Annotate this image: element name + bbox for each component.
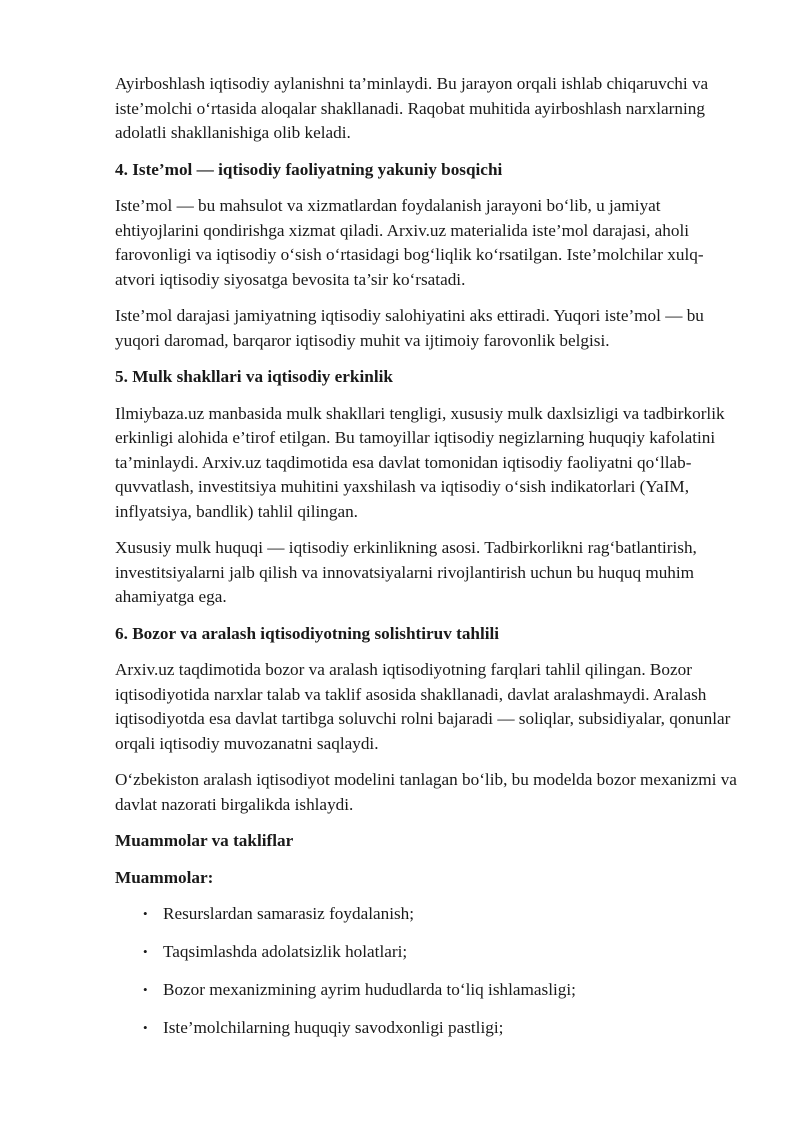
list-item (143, 902, 740, 927)
problems-heading: Muammolar va takliflar (115, 831, 294, 850)
section-6-heading: 6. Bozor va aralash iqtisodiyotning solishtiruv tahlili (115, 623, 500, 643)
list-item-text: Resurslardan samarasiz foydalanish; (163, 904, 415, 923)
bullet-icon: • (143, 944, 148, 959)
list-item (143, 940, 740, 965)
section-4-heading: 4. Iste’mol — iqtisodiy faoliyatning yakuniy bosqichi (115, 159, 503, 179)
section-6-paragraph-1: Arxiv.uz taqdimotida bozor va aralash iqtisodiyotning farqlari tahlil qilingan. Bozor iqtisodiyotida narxlar talab va taklif asosida shakllanadi, davlat aralashmaydi. Aralash iqtisodiyotda esa davlat tartibga soluvchi rolni bajaradi — soliqlar, subsidiyalar, qonunlar orqali iqtisodiy muvozanatni saqlaydi. (115, 660, 731, 753)
section-5-heading: 5. Mulk shakllari va iqtisodiy erkinlik (115, 367, 393, 386)
list-item-text: Bozor mexanizmining ayrim hududlarda to‘liq ishlamasligi; (163, 980, 576, 999)
list-item (143, 1016, 740, 1041)
bullet-icon: • (143, 1020, 148, 1035)
problems-list (115, 902, 740, 1041)
intro-paragraph: Ayirboshlash iqtisodiy aylanishni ta’minlaydi. Bu jarayon orqali ishlab chiqaruvchi va iste’molchi o‘rtasida aloqalar shakllanadi. Raqobat muhitida ayirboshlash narxlarning adolatli shakllanishiga olib keladi. (115, 74, 709, 142)
list-item-text: Iste’molchilarning huquqiy savodxonligi pastligi; (163, 1018, 504, 1037)
list-item-text: Taqsimlashda adolatsizlik holatlari; (163, 942, 408, 961)
section-4-paragraph-2: Iste’mol darajasi jamiyatning iqtisodiy salohiyatini aks ettiradi. Yuqori iste’mol — bu yuqori daromad, barqaror iqtisodiy muhit va ijtimoiy farovonlik belgisi. (115, 306, 704, 350)
section-5-paragraph-1: Ilmiybaza.uz manbasida mulk shakllari tengligi, xususiy mulk daxlsizligi va tadbirkorlik erkinligi alohida e’tirof etilgan. Bu tamoyillar iqtisodiy negizlarning huquqiy kafolatini ta’minlaydi. Arxiv.uz taqdimotida esa davlat tomonidan iqtisodiy faoliyatni qo‘llab-quvvatlash, investitsiya muhitini yaxshilash va iqtisodiy o‘sish indikatorlari (YaIM, inflyatsiya, bandlik) tahlil qilingan. (115, 403, 725, 521)
section-4-paragraph-1: Iste’mol — bu mahsulot va xizmatlardan foydalanish jarayoni bo‘lib, u jamiyat ehtiyojlarini qondirishga xizmat qiladi. Arxiv.uz materialida iste’mol darajasi, aholi farovonligi va iqtisodiy o‘sish o‘rtasidagi bog‘liqlik ko‘rsatilgan. Iste’molchilar xulq-atvori iqtisodiy siyosatga bevosita ta’sir ko‘rsatadi. (115, 196, 704, 289)
bullet-icon: • (143, 906, 148, 921)
bullet-icon: • (143, 982, 148, 997)
section-6-paragraph-2: O‘zbekiston aralash iqtisodiyot modelini tanlagan bo‘lib, bu modelda bozor mexanizmi va davlat nazorati birgalikda ishlaydi. (115, 770, 737, 814)
section-5-paragraph-2: Xususiy mulk huquqi — iqtisodiy erkinlikning asosi. Tadbirkorlikni rag‘batlantirish, investitsiyalarni jalb qilish va innovatsiyalarni rivojlantirish uchun bu huquq muhim ahamiyatga ega. (115, 538, 697, 606)
list-item (143, 978, 740, 1003)
problems-subheading: Muammolar: (115, 867, 214, 887)
